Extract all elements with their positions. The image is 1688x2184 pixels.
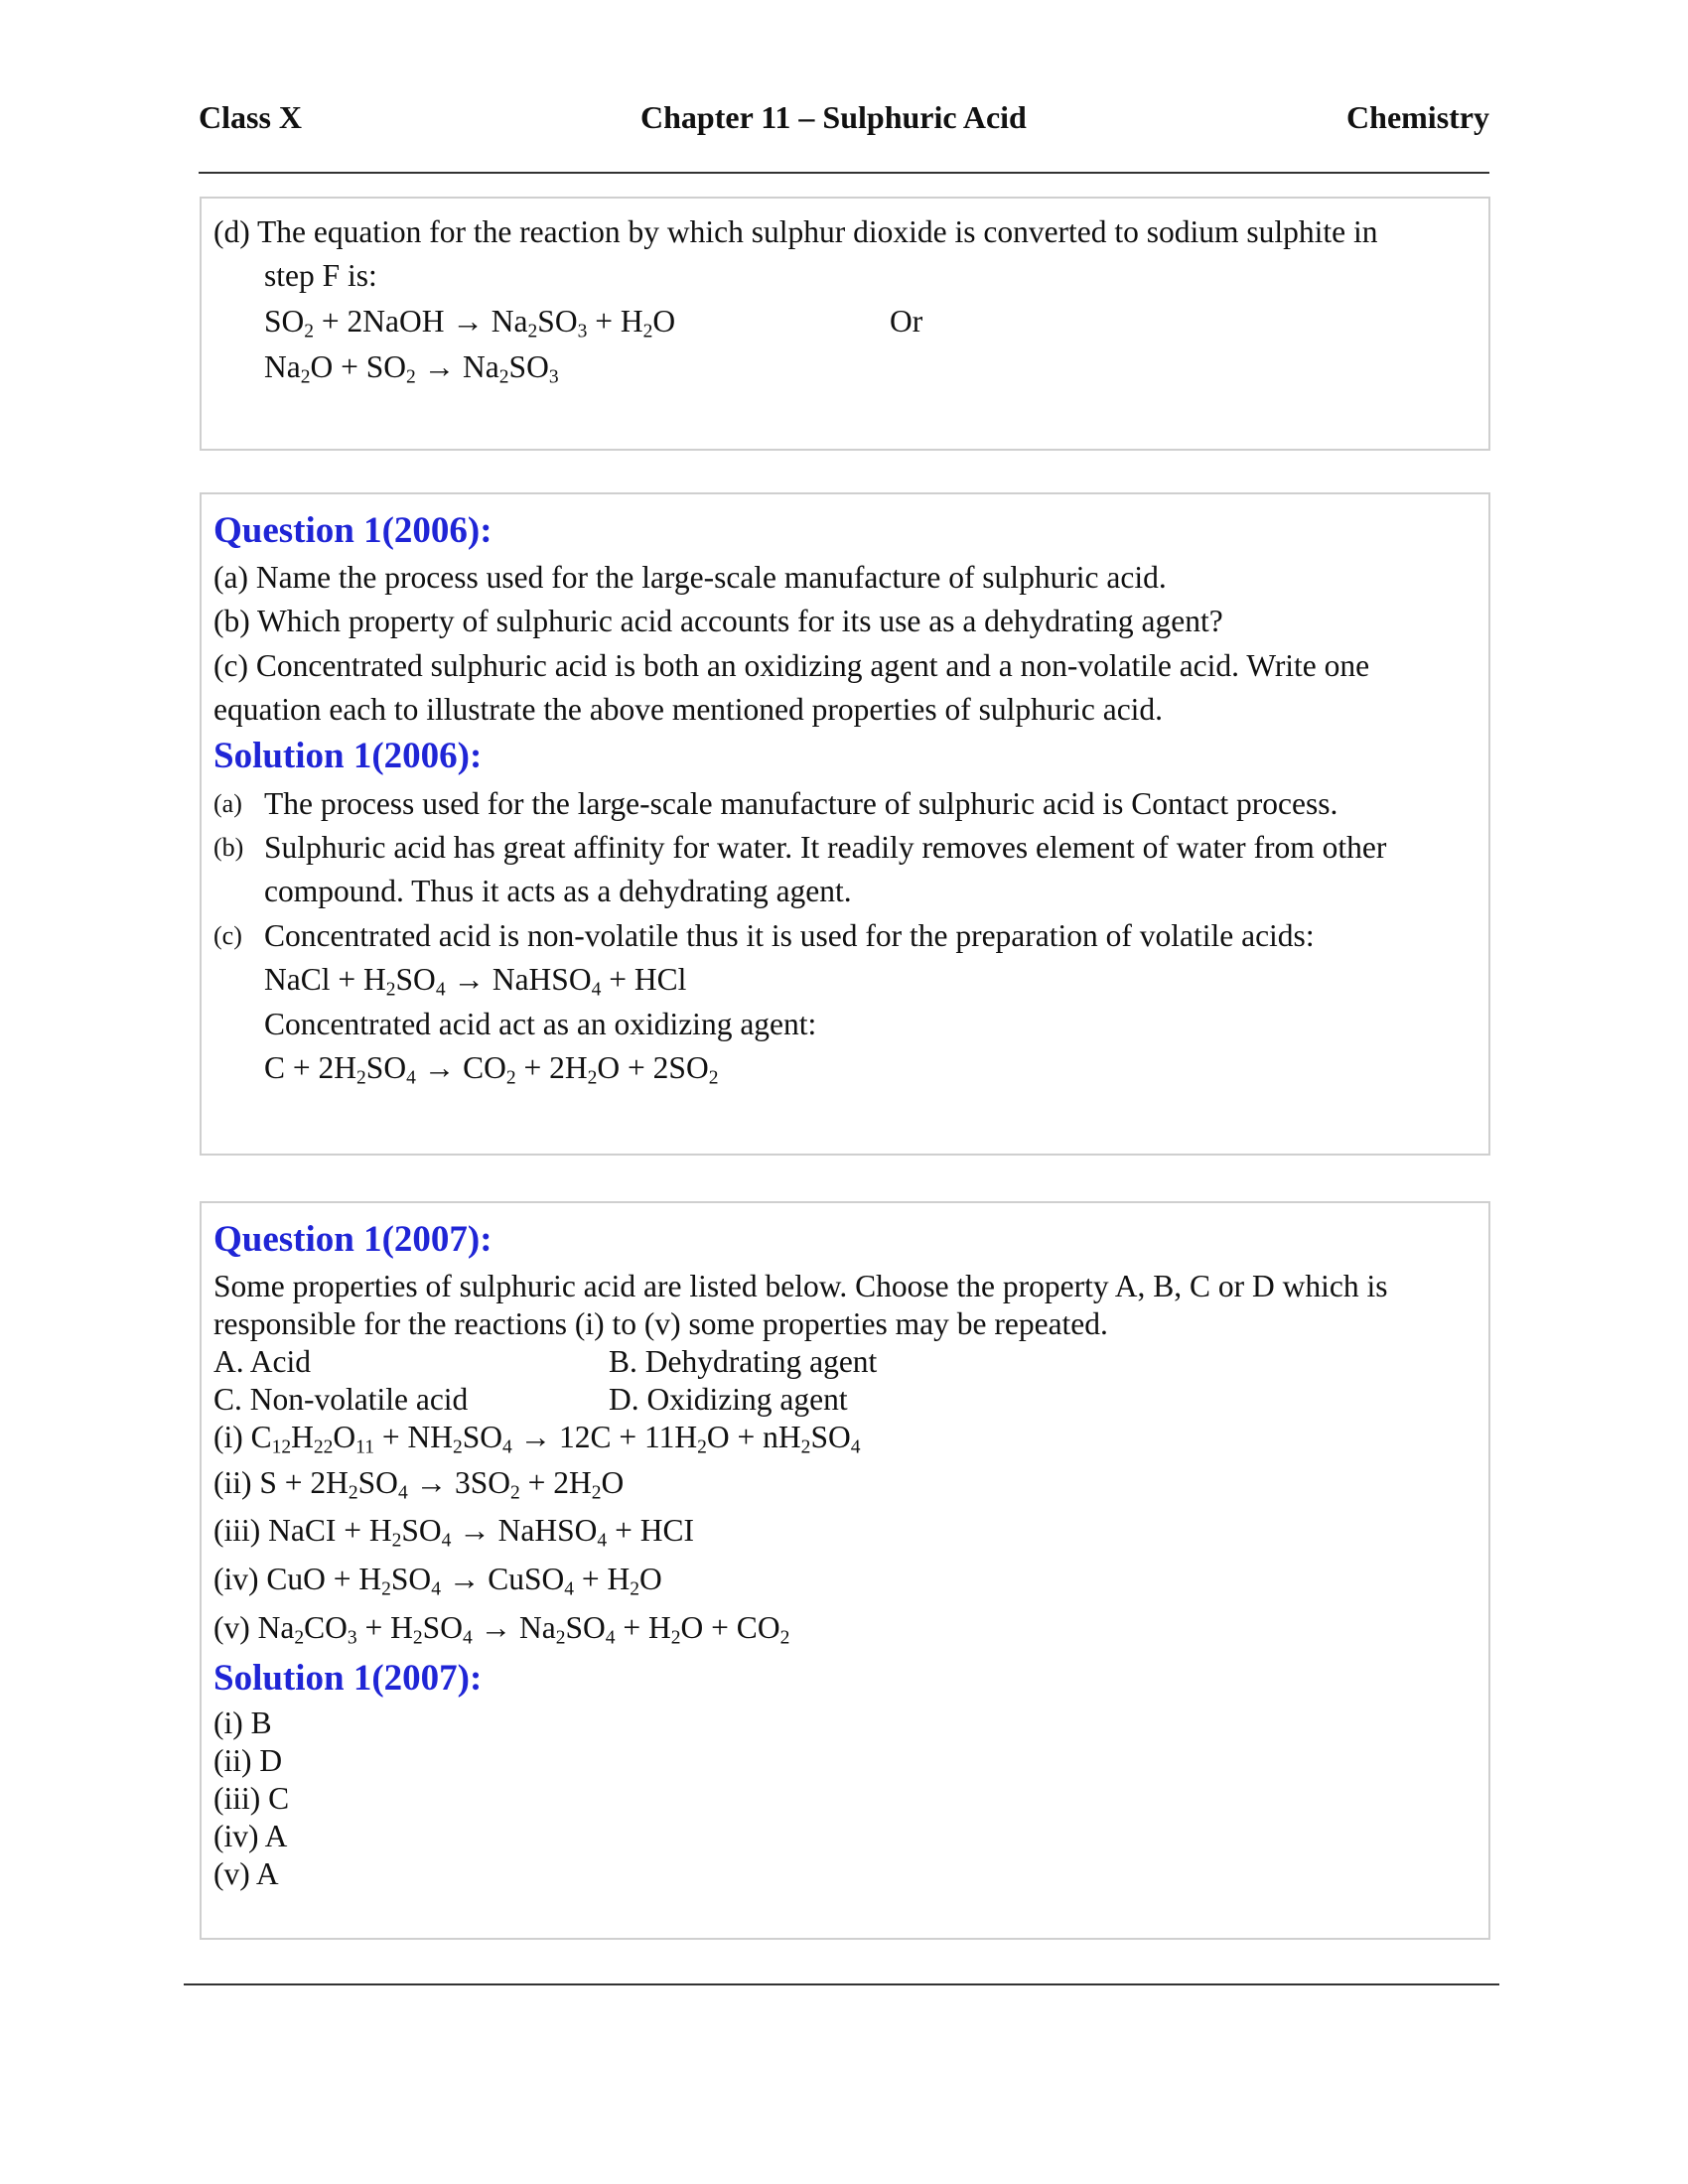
- option-b: B. Dehydrating agent: [609, 1344, 878, 1379]
- footer-rule: [184, 1983, 1499, 1985]
- answer-v: (v) A: [213, 1856, 279, 1891]
- equation-na2o-so2: $Na_2O + SO_2 \to Na_2SO_3$: [264, 349, 559, 388]
- solution-2006-b: Sulphuric acid has great affinity for water. It readily removes element of water from other: [264, 830, 1387, 865]
- answer-ii: (ii) D: [213, 1743, 283, 1778]
- option-d: D. Oxidizing agent: [609, 1382, 848, 1417]
- reaction-iii: (iii) NaCI + $H_2SO_4$ → NaHSO$_4$ + HCI: [213, 1513, 694, 1552]
- solution-2006-a: The process used for the large-scale manufacture of sulphuric acid is Contact process.: [264, 786, 1338, 821]
- equation-nacl-h2so4: NaCl + $H_2SO_4$ → NaHSO$_4$ + HCl: [264, 962, 687, 1001]
- equation-so2-naoh: $SO_2$ + 2NaOH → $Na_2SO_3 + H_2O$: [264, 304, 676, 342]
- reaction-iv: (iv) CuO + $H_2SO_4$ → CuSO$_4$ + $H_2O$: [213, 1562, 662, 1600]
- solution-2006-c-label: (c): [213, 921, 242, 950]
- solution-2006-b-cont: compound. Thus it acts as a dehydrating agent.: [264, 874, 852, 908]
- question-2007-intro: Some properties of sulphuric acid are listed below. Choose the property A, B, C or D which is: [213, 1269, 1388, 1303]
- answer-iv: (iv) A: [213, 1819, 288, 1853]
- header-subject: Chemistry: [1346, 99, 1489, 135]
- question-2007-title: Question 1(2007):: [213, 1219, 492, 1260]
- solution-2006-title: Solution 1(2006):: [213, 736, 483, 776]
- solution-2007-title: Solution 1(2007):: [213, 1658, 483, 1699]
- question-2006-b: (b) Which property of sulphuric acid accounts for its use as a dehydrating agent?: [213, 604, 1223, 638]
- question-2007-intro-cont: responsible for the reactions (i) to (v) some properties may be repeated.: [213, 1306, 1108, 1341]
- solution-2006-c-cont: Concentrated acid act as an oxidizing agent:: [264, 1007, 817, 1041]
- header-chapter-title: Chapter 11 – Sulphuric Acid: [640, 99, 1027, 135]
- answer-d-text-cont: step F is:: [264, 258, 377, 293]
- answer-d-text: (d) The equation for the reaction by which sulphur dioxide is converted to sodium sulphite in: [213, 214, 1378, 249]
- solution-2006-b-label: (b): [213, 833, 244, 862]
- header-rule: [199, 172, 1489, 174]
- header-class: Class X: [199, 99, 303, 135]
- question-2006-a: (a) Name the process used for the large-scale manufacture of sulphuric acid.: [213, 560, 1167, 595]
- answer-i: (i) B: [213, 1706, 272, 1740]
- reaction-ii: (ii) $S + 2H_2SO_4 \to 3SO_2 + 2H_2O$: [213, 1465, 625, 1504]
- reaction-i: (i) $C_{12}H_{22}O_{11} + NH_2SO_4 \to 12C + 11H_2O + nH_2SO_4$: [213, 1420, 861, 1458]
- equation-carbon-h2so4: $C + 2H_2SO_4 \to CO_2 + 2H_2O + 2SO_2$: [264, 1050, 719, 1089]
- question-2006-title: Question 1(2006):: [213, 510, 492, 551]
- reaction-v: (v) $Na_2CO_3 + H_2SO_4 \to Na_2SO_4 + H_2O + CO_2$: [213, 1610, 790, 1649]
- option-a: A. Acid: [213, 1344, 311, 1379]
- option-c: C. Non-volatile acid: [213, 1382, 469, 1417]
- or-label: Or: [890, 304, 923, 339]
- question-2006-c-cont: equation each to illustrate the above mentioned properties of sulphuric acid.: [213, 692, 1164, 727]
- answer-iii: (iii) C: [213, 1781, 290, 1816]
- solution-2006-a-label: (a): [213, 789, 242, 818]
- solution-2006-c: Concentrated acid is non-volatile thus it is used for the preparation of volatile acids:: [264, 918, 1315, 953]
- question-2006-c: (c) Concentrated sulphuric acid is both an oxidizing agent and a non-volatile acid. Write one: [213, 648, 1370, 683]
